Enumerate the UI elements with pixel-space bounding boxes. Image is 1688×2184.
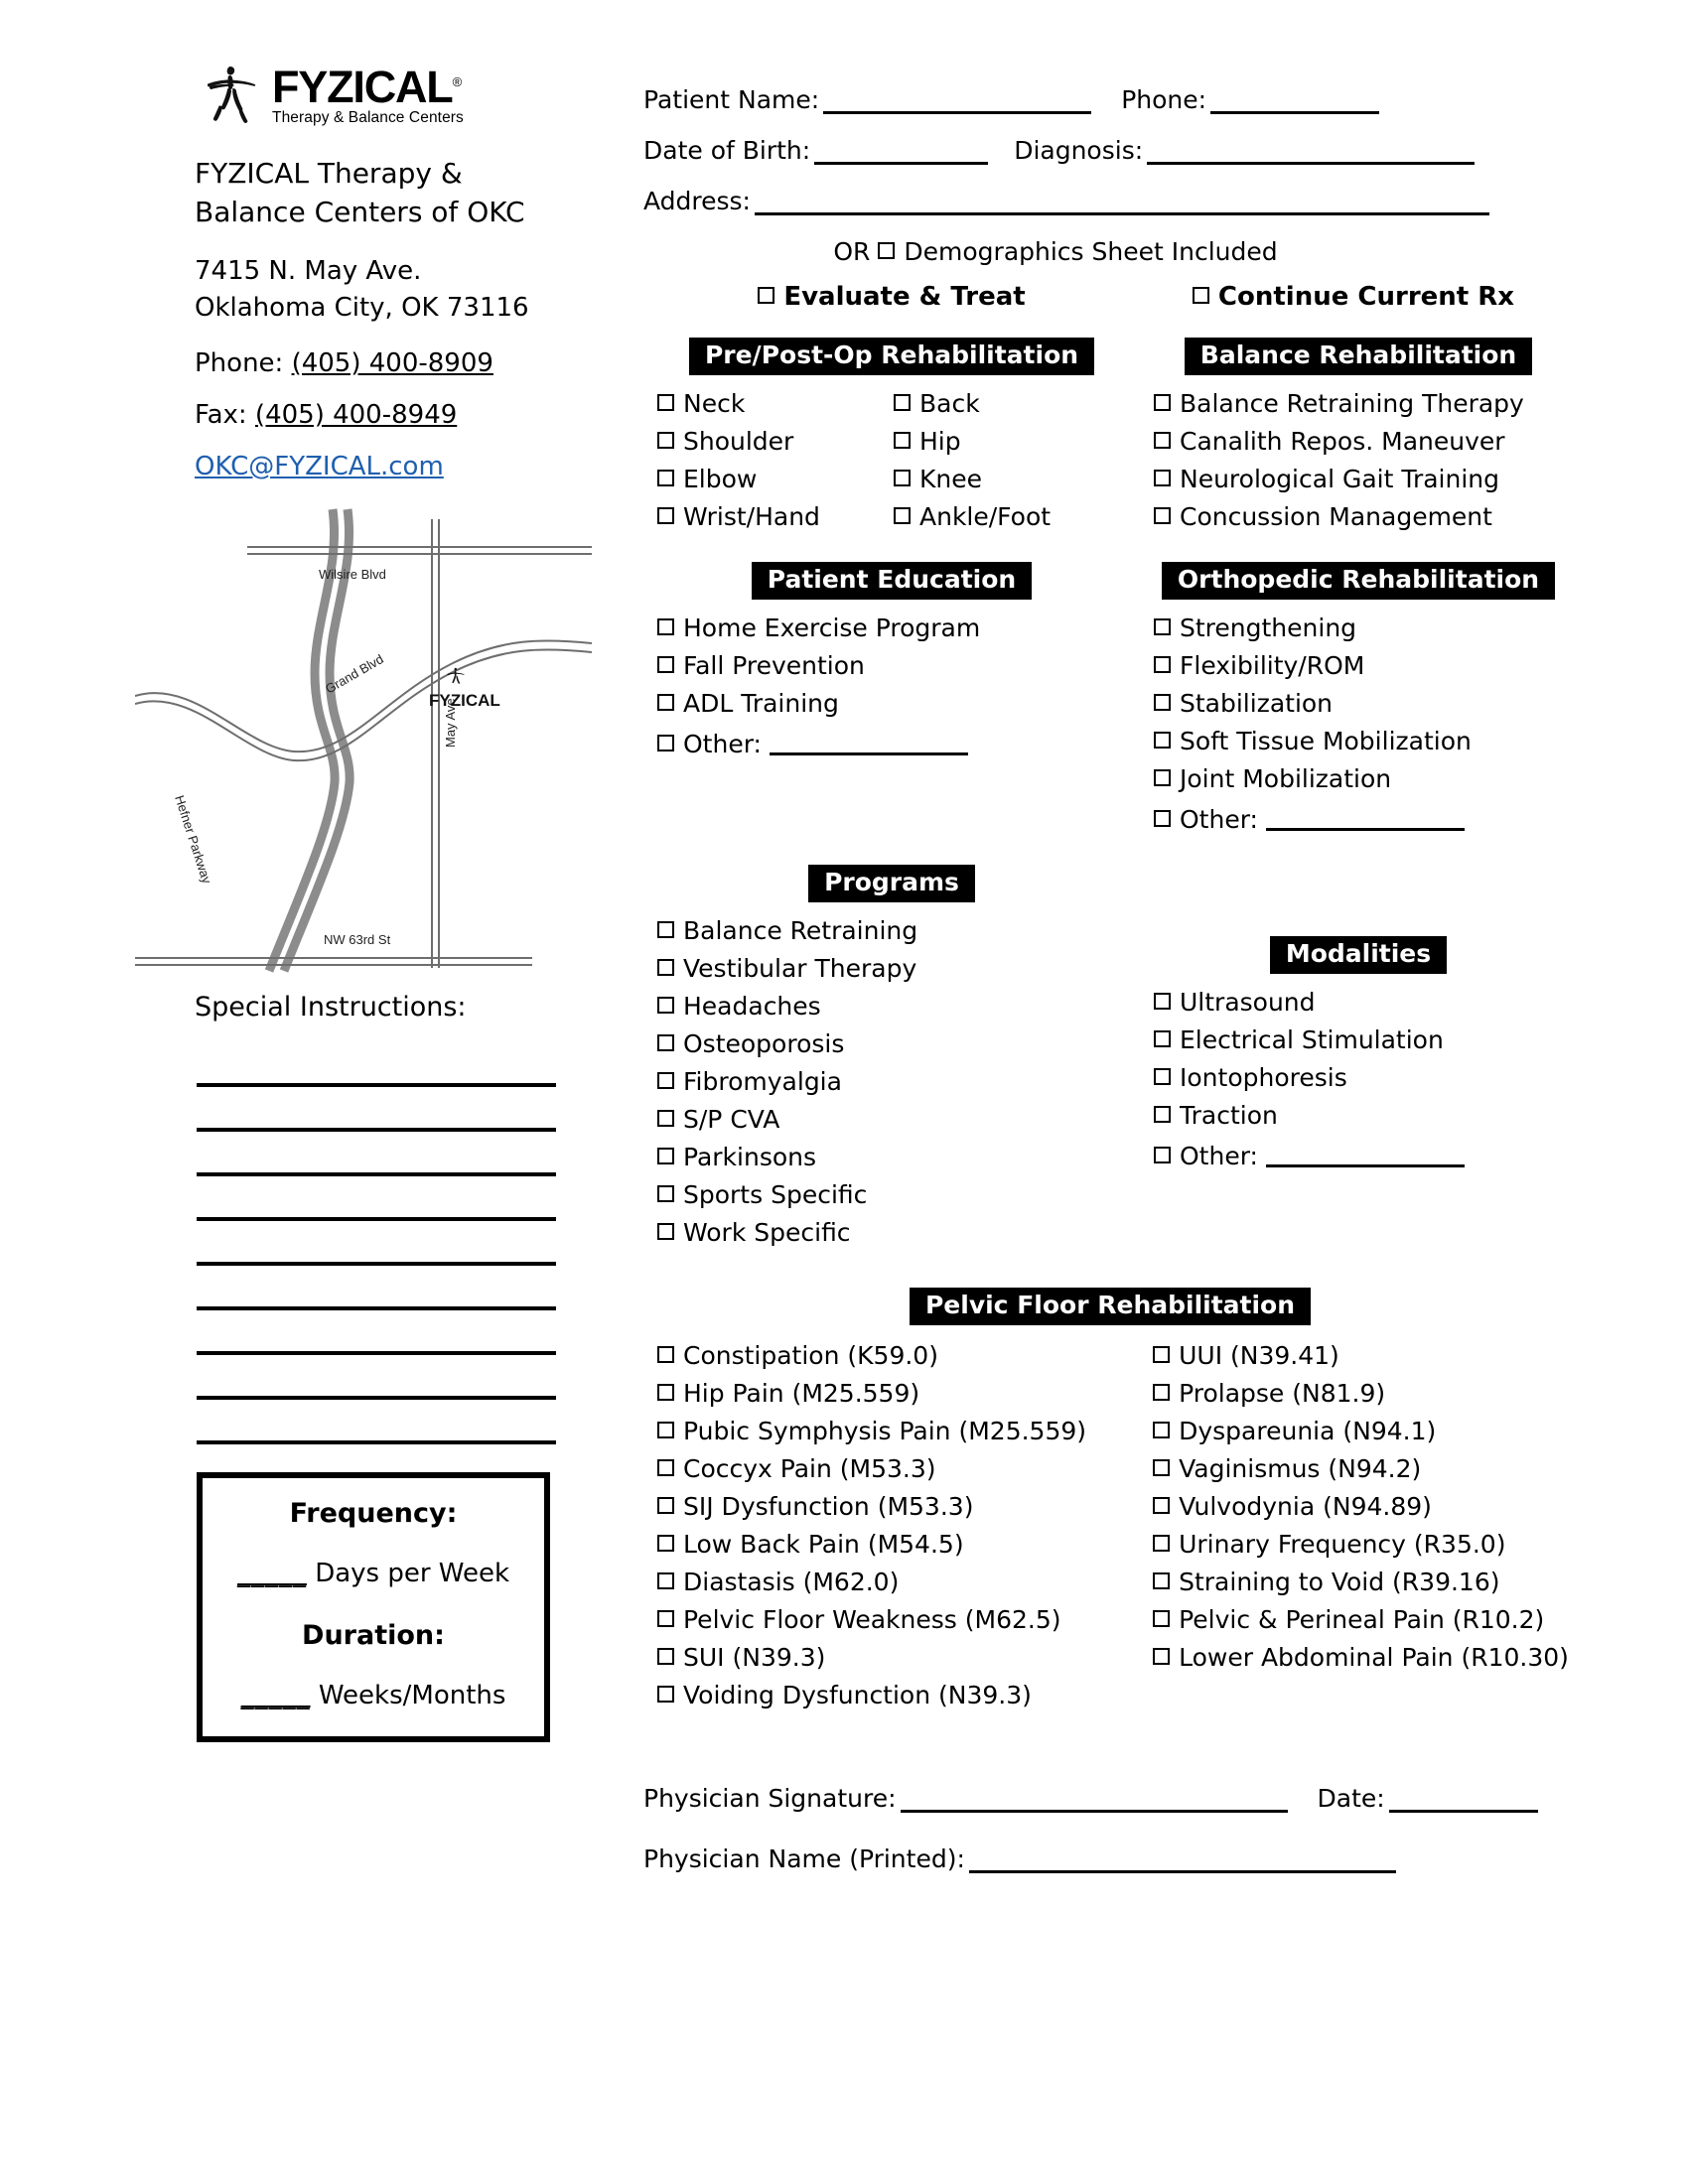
phone-label: Phone: [195,348,292,379]
balance-checkbox[interactable] [1154,432,1171,449]
phone-value[interactable]: (405) 400-8909 [291,348,493,379]
education-item[interactable] [657,610,1140,647]
clinic-fax [195,400,572,430]
programs-label: Sports Specific [683,1180,868,1209]
prepost-section-header: Pre/Post-Op Rehabilitation [689,338,1094,375]
diagnosis-label: Diagnosis: [1014,136,1144,165]
pelvic-checkbox[interactable] [1153,1535,1170,1552]
prepost-column-b [894,385,1122,536]
education-label: ADL Training [683,689,839,718]
instruction-line[interactable] [197,1042,556,1087]
programs-section-header: Programs [808,865,975,902]
programs-label: Headaches [683,992,821,1021]
programs-item[interactable] [657,912,1140,950]
modalities-other-label: Other: [1180,1142,1258,1170]
modalities-section [1140,865,1577,1252]
signature-date-input[interactable] [1389,1784,1538,1813]
pelvic-label: Coccyx Pain (M53.3) [683,1454,936,1483]
prepost-checkbox[interactable] [657,432,674,449]
pelvic-checkbox[interactable] [1153,1346,1170,1363]
duration-title: Duration: [302,1620,445,1652]
pelvic-label: Hip Pain (M25.559) [683,1379,920,1408]
pelvic-label: Vulvodynia (N94.89) [1179,1492,1432,1521]
orthopedic-checkbox-list [1140,610,1577,798]
programs-item[interactable] [657,1025,1140,1063]
balance-label: Concussion Management [1180,502,1492,531]
pelvic-checkbox[interactable] [1153,1572,1170,1589]
pelvic-label: Dyspareunia (N94.1) [1179,1417,1437,1445]
pelvic-label: Pelvic Floor Weakness (M62.5) [683,1605,1061,1634]
prepost-label: Hip [919,427,961,456]
pelvic-item[interactable] [657,1413,1139,1450]
modalities-item[interactable] [1154,1059,1577,1097]
education-item[interactable] [657,647,1140,685]
modalities-other-row[interactable] [1140,1135,1577,1175]
clinic-name-line1: FYZICAL Therapy & [195,157,463,191]
clinic-email-link[interactable]: OKC@FYZICAL.com [195,452,444,482]
pelvic-checkbox[interactable] [657,1610,674,1627]
programs-item[interactable] [657,950,1140,988]
prepost-item[interactable] [657,498,894,536]
orthopedic-checkbox[interactable] [1154,656,1171,673]
address-line-1: 7415 N. May Ave. [195,256,422,287]
address-label: Address: [643,187,751,215]
pelvic-item[interactable] [1153,1639,1577,1677]
pelvic-label: Vaginismus (N94.2) [1179,1454,1422,1483]
map-label-nw63: NW 63rd St [324,932,391,948]
orthopedic-item[interactable] [1154,610,1577,647]
prepost-checkbox[interactable] [657,470,674,486]
pelvic-item[interactable] [657,1488,1139,1526]
dob-row[interactable] [643,136,1577,165]
programs-checkbox[interactable] [657,1110,674,1127]
address-input[interactable] [755,187,1489,215]
programs-checkbox[interactable] [657,1034,674,1051]
physician-name-label: Physician Name (Printed): [643,1844,965,1873]
signature-block [643,1784,1577,1873]
row-prepost-balance [643,338,1577,536]
orthopedic-section-header: Orthopedic Rehabilitation [1162,562,1555,600]
pelvic-item[interactable] [1153,1564,1577,1601]
pelvic-label: Constipation (K59.0) [683,1341,938,1370]
programs-item[interactable] [657,1139,1140,1176]
prepost-label: Wrist/Hand [683,502,820,531]
fyzical-figure-icon [201,62,262,123]
prepost-checkbox[interactable] [657,507,674,524]
phone-label-field: Phone: [1121,85,1207,114]
pelvic-label: Prolapse (N81.9) [1179,1379,1386,1408]
education-checkbox[interactable] [657,618,674,635]
prepost-label: Back [919,389,980,418]
dob-input[interactable] [814,136,988,165]
instruction-line[interactable] [197,1087,556,1132]
evaluate-treat-checkbox[interactable] [758,287,774,304]
prepost-checkbox-list [643,385,1140,536]
prepost-checkbox[interactable] [894,507,911,524]
pelvic-item[interactable] [657,1639,1139,1677]
balance-section [1140,338,1577,536]
programs-checkbox[interactable] [657,1185,674,1202]
weeks-blank[interactable]: _____ [240,1681,311,1711]
education-other-input[interactable] [770,729,968,755]
evaluate-treat-label: Evaluate & Treat [783,282,1026,312]
pelvic-item[interactable] [657,1375,1139,1413]
pelvic-label: Straining to Void (R39.16) [1179,1568,1500,1596]
modalities-item[interactable] [1154,1097,1577,1135]
logo-tagline: Therapy & Balance Centers [272,109,464,127]
days-per-week-row[interactable] [216,1559,530,1588]
education-section [643,562,1140,839]
modalities-item[interactable] [1154,984,1577,1022]
programs-checkbox[interactable] [657,959,674,976]
continue-rx-label: Continue Current Rx [1217,282,1515,312]
orthopedic-other-label: Other: [1180,805,1258,834]
frequency-duration-box [197,1472,550,1742]
pelvic-item[interactable] [1153,1601,1577,1639]
modalities-other-input[interactable] [1266,1141,1465,1167]
pelvic-label: Low Back Pain (M54.5) [683,1530,964,1559]
pelvic-checkbox[interactable] [1153,1384,1170,1401]
pelvic-item[interactable] [657,1677,1139,1714]
fax-value: (405) 400-8949 [254,400,458,431]
clinic-phone [195,348,572,378]
days-per-week-label: Days per Week [306,1559,510,1589]
demographics-sheet-row[interactable] [643,237,1577,266]
referral-main-column [643,85,1577,1905]
orthopedic-checkbox[interactable] [1154,769,1171,786]
modalities-label: Iontophoresis [1180,1063,1347,1092]
pelvic-item[interactable] [1153,1526,1577,1564]
pelvic-item[interactable] [657,1564,1139,1601]
balance-checkbox-list [1140,385,1577,536]
pelvic-item[interactable] [1153,1375,1577,1413]
pelvic-checkbox[interactable] [1153,1610,1170,1627]
orthopedic-checkbox[interactable] [1154,618,1171,635]
instruction-line[interactable] [197,1355,556,1400]
programs-label: Vestibular Therapy [683,954,917,983]
map-label-hefner: Hefner Parkway [172,793,214,887]
instruction-line[interactable] [197,1400,556,1444]
instruction-line[interactable] [197,1310,556,1355]
programs-label: Balance Retraining [683,916,918,945]
balance-label: Neurological Gait Training [1180,465,1499,493]
pelvic-item[interactable] [657,1450,1139,1488]
pelvic-item[interactable] [1153,1450,1577,1488]
pelvic-checkbox[interactable] [657,1422,674,1438]
prepost-checkbox[interactable] [894,470,911,486]
special-instructions-lines[interactable] [197,1042,556,1444]
programs-section [643,865,1140,1252]
prepost-column-a [643,385,894,536]
pelvic-label: SUI (N39.3) [683,1643,826,1672]
balance-item[interactable] [1154,385,1577,423]
clinic-name-line2: Balance Centers of OKC [195,195,525,228]
prepost-checkbox[interactable] [894,432,911,449]
education-checkbox[interactable] [657,656,674,673]
pelvic-column-b [1139,1337,1577,1714]
days-blank[interactable]: _____ [236,1559,307,1589]
pelvic-label: Lower Abdominal Pain (R10.30) [1179,1643,1569,1672]
prepost-label: Neck [683,389,746,418]
fax-label: Fax: [195,400,255,431]
programs-label: Work Specific [683,1218,851,1247]
balance-item[interactable] [1154,461,1577,498]
patient-name-label: Patient Name: [643,85,820,114]
prepost-item[interactable] [657,461,894,498]
programs-checkbox[interactable] [657,1072,674,1089]
prepost-item[interactable] [894,423,1122,461]
pelvic-checkbox[interactable] [657,1686,674,1703]
modalities-other-checkbox[interactable] [1154,1147,1171,1163]
programs-checkbox-list [643,912,1140,1252]
prepost-label: Ankle/Foot [919,502,1052,531]
clinic-info-column [172,62,572,1742]
balance-item[interactable] [1154,423,1577,461]
pelvic-checkbox[interactable] [657,1346,674,1363]
dob-label: Date of Birth: [643,136,811,165]
orthopedic-section [1140,562,1577,839]
pelvic-checkbox[interactable] [657,1535,674,1552]
pelvic-section-header: Pelvic Floor Rehabilitation [910,1288,1311,1325]
physician-name-input[interactable] [969,1844,1396,1873]
diagnosis-input[interactable] [1147,136,1475,165]
prepost-section [643,338,1140,536]
orthopedic-label: Stabilization [1180,689,1334,718]
education-other-label: Other: [683,730,762,758]
programs-checkbox[interactable] [657,997,674,1014]
modalities-checkbox[interactable] [1154,1068,1171,1085]
map-graphic [135,499,592,976]
programs-checkbox[interactable] [657,921,674,938]
address-row[interactable] [643,187,1577,215]
weeks-months-label: Weeks/Months [310,1681,506,1711]
map-label-wilsire: Wilsire Blvd [319,567,386,583]
orthopedic-other-row[interactable] [1140,798,1577,839]
patient-name-input[interactable] [823,85,1091,114]
modalities-checkbox[interactable] [1154,1106,1171,1123]
programs-item[interactable] [657,1214,1140,1252]
or-text: OR [833,237,871,266]
education-label: Fall Prevention [683,651,865,680]
programs-checkbox[interactable] [657,1148,674,1164]
map-label-may: May Ave [443,698,458,749]
pelvic-item[interactable] [657,1337,1139,1375]
fyzical-logo [201,62,572,127]
prepost-item[interactable] [657,423,894,461]
balance-label: Balance Retraining Therapy [1180,389,1524,418]
pelvic-label: Voiding Dysfunction (N39.3) [683,1681,1032,1709]
pelvic-item[interactable] [657,1601,1139,1639]
orthopedic-other-checkbox[interactable] [1154,810,1171,827]
programs-label: Osteoporosis [683,1029,845,1058]
pelvic-label: Pelvic & Perineal Pain (R10.2) [1179,1605,1545,1634]
address-line-2: Oklahoma City, OK 73116 [195,293,529,324]
programs-item[interactable] [657,1176,1140,1214]
prepost-label: Shoulder [683,427,794,456]
pelvic-item[interactable] [657,1526,1139,1564]
continue-rx-checkbox[interactable] [1193,287,1209,304]
physician-signature-row[interactable] [643,1784,1577,1813]
pelvic-checkbox[interactable] [1153,1497,1170,1514]
instruction-line[interactable] [197,1221,556,1266]
pelvic-checkbox[interactable] [657,1572,674,1589]
education-checkbox-list [643,610,1140,723]
instruction-line[interactable] [197,1266,556,1310]
modalities-checkbox-list [1140,984,1577,1135]
balance-checkbox[interactable] [1154,507,1171,524]
patient-name-row[interactable] [643,85,1577,114]
orthopedic-item[interactable] [1154,685,1577,723]
pelvic-checkbox[interactable] [1153,1422,1170,1438]
orthopedic-item[interactable] [1154,760,1577,798]
pelvic-checkbox[interactable] [657,1648,674,1665]
pelvic-label: Diastasis (M62.0) [683,1568,900,1596]
demographics-checkbox[interactable] [878,242,895,259]
programs-item[interactable] [657,1063,1140,1101]
pelvic-checkbox[interactable] [1153,1648,1170,1665]
balance-checkbox[interactable] [1154,394,1171,411]
registered-mark: ® [452,74,461,89]
patient-phone-input[interactable] [1210,85,1379,114]
programs-label: Parkinsons [683,1143,817,1171]
pelvic-item[interactable] [1153,1337,1577,1375]
modalities-label: Traction [1180,1101,1278,1130]
pelvic-checkbox[interactable] [657,1459,674,1476]
orthopedic-label: Flexibility/ROM [1180,651,1365,680]
modalities-checkbox[interactable] [1154,1030,1171,1047]
logo-wordmark: FYZICAL® [272,62,461,112]
education-other-checkbox[interactable] [657,735,674,751]
pelvic-column-a [643,1337,1139,1714]
prepost-label: Elbow [683,465,758,493]
pelvic-header-wrap [643,1288,1577,1325]
prepost-label: Knee [919,465,983,493]
modalities-item[interactable] [1154,1022,1577,1059]
pelvic-item[interactable] [1153,1413,1577,1450]
row-programs-modalities [643,865,1577,1252]
instruction-line[interactable] [197,1132,556,1176]
pelvic-label: SIJ Dysfunction (M53.3) [683,1492,974,1521]
evaluate-treat-option[interactable] [643,282,1140,312]
pelvic-label: Urinary Frequency (R35.0) [1179,1530,1506,1559]
location-map [135,499,592,976]
orthopedic-label: Joint Mobilization [1180,764,1392,793]
programs-item[interactable] [657,1101,1140,1139]
pelvic-checkbox-columns [643,1337,1577,1714]
education-checkbox[interactable] [657,694,674,711]
continue-rx-option[interactable] [1140,282,1577,312]
balance-section-header: Balance Rehabilitation [1185,338,1532,375]
education-section-header: Patient Education [752,562,1032,600]
prepost-checkbox[interactable] [894,394,911,411]
modalities-label: Electrical Stimulation [1180,1025,1444,1054]
physician-signature-label: Physician Signature: [643,1784,897,1813]
signature-date-label: Date: [1317,1784,1385,1813]
orthopedic-other-input[interactable] [1266,804,1465,831]
programs-label: S/P CVA [683,1105,780,1134]
clinic-name [195,155,572,231]
pelvic-item[interactable] [1153,1488,1577,1526]
orthopedic-label: Strengthening [1180,614,1357,642]
pelvic-checkbox[interactable] [1153,1459,1170,1476]
pelvic-checkbox[interactable] [657,1497,674,1514]
orthopedic-item[interactable] [1154,723,1577,760]
special-instructions-label: Special Instructions: [195,992,467,1024]
prepost-item[interactable] [657,385,894,423]
weeks-months-row[interactable] [216,1681,530,1710]
balance-label: Canalith Repos. Maneuver [1180,427,1505,456]
demographics-label: Demographics Sheet Included [904,237,1278,266]
prepost-item[interactable] [894,498,1122,536]
physician-name-row[interactable] [643,1844,1577,1873]
programs-item[interactable] [657,988,1140,1025]
education-item[interactable] [657,685,1140,723]
modalities-section-header: Modalities [1270,936,1447,974]
modalities-label: Ultrasound [1180,988,1316,1017]
treatment-type-row[interactable] [643,282,1577,312]
prepost-item[interactable] [894,461,1122,498]
balance-checkbox[interactable] [1154,470,1171,486]
education-label: Home Exercise Program [683,614,981,642]
balance-item[interactable] [1154,498,1577,536]
pelvic-checkbox[interactable] [657,1384,674,1401]
frequency-title: Frequency: [289,1498,458,1530]
physician-signature-input[interactable] [901,1784,1288,1813]
programs-label: Fibromyalgia [683,1067,842,1096]
orthopedic-item[interactable] [1154,647,1577,685]
prepost-item[interactable] [894,385,1122,423]
modalities-checkbox[interactable] [1154,993,1171,1010]
education-other-row[interactable] [643,723,1140,763]
prepost-checkbox[interactable] [657,394,674,411]
clinic-address [195,253,572,327]
map-label-grand: Grand Blvd [323,651,386,697]
row-education-orthopedic [643,562,1577,839]
programs-checkbox[interactable] [657,1223,674,1240]
map-marker-label: FYZICAL [429,691,500,711]
orthopedic-checkbox[interactable] [1154,694,1171,711]
instruction-line[interactable] [197,1176,556,1221]
orthopedic-label: Soft Tissue Mobilization [1180,727,1472,755]
pelvic-label: Pubic Symphysis Pain (M25.559) [683,1417,1087,1445]
orthopedic-checkbox[interactable] [1154,732,1171,749]
pelvic-label: UUI (N39.41) [1179,1341,1339,1370]
